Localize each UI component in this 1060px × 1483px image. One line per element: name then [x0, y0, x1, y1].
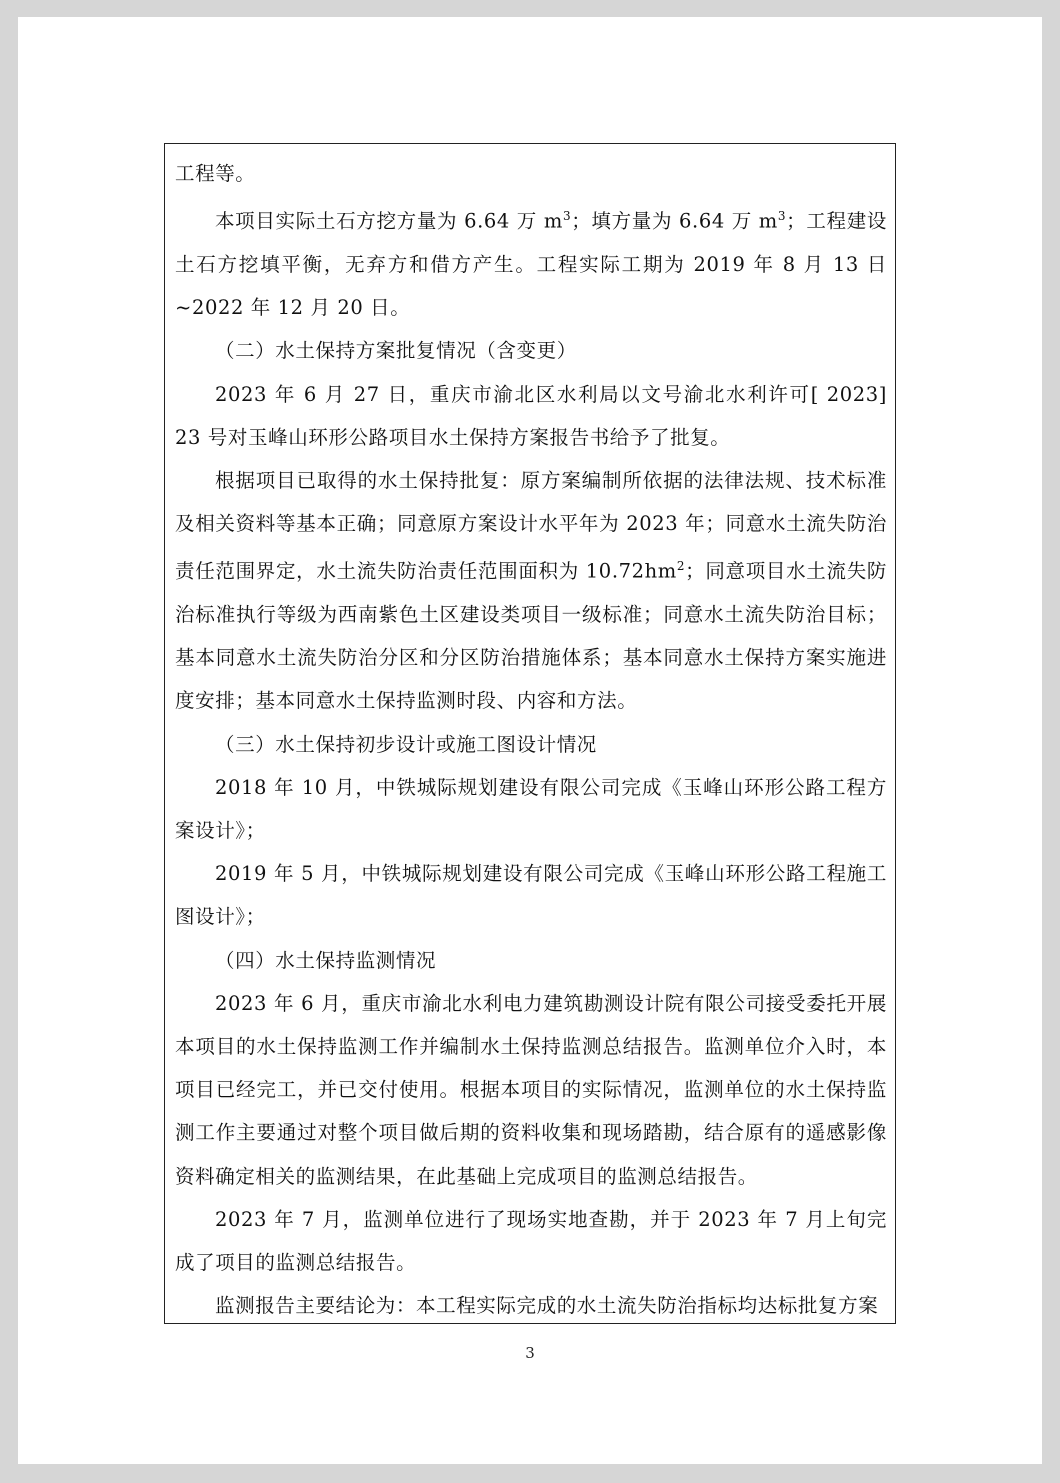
- paragraph-monitoring: 2023 年 6 月，重庆市渝北水利电力建筑勘测设计院有限公司接受委托开展本项目的水土保持监测工作并编制水土保持监测总结报告。监测单位介入时，本项目已经完工，并已交付使用。根据本项目的实际情况，监测单位的水土保持监测工作主要通过对整个项目做后期的资料收集和现场踏勘，结合原有的遥感影像资料确定相关的监测结果，在此基础上完成项目的监测总结报告。: [175, 991, 887, 1188]
- paragraph-text: ；工程建设土石方挖填平衡，无弃方和借方产生。工程实际工期为 2019 年 8 月 13 日~2022 年 12 月 20 日。: [175, 209, 887, 320]
- paragraph-approval: 2023 年 6 月 27 日，重庆市渝北区水利局以文号渝北水利许可[ 2023] 23 号对玉峰山环形公路项目水土保持方案报告书给予了批复。: [175, 382, 887, 449]
- paragraph-conclusion: 监测报告主要结论为：本工程实际完成的水土流失防治指标均达标批复方案: [215, 1294, 879, 1318]
- paragraph-earthwork: [175, 195, 887, 329]
- paragraph-text: ；填方量为 6.64 万 m: [571, 209, 778, 233]
- section-heading-3: （三）水土保持初步设计或施工图设计情况: [215, 732, 597, 756]
- paragraph-text: 根据项目已取得的水土保持批复：原方案编制所依据的法律法规、技术标准及相关资料等基本正确；同意原方案设计水平年为 2023 年；同意水土流失防治责任范围界定，水土流失防治责任范围面积为 10.72hm: [175, 468, 887, 583]
- paragraph-text: ；同意项目水土流失防治标准执行等级为西南紫色土区建设类项目一级标准；同意水土流失防治目标；基本同意水土流失防治分区和分区防治措施体系；基本同意水土保持方案实施进度安排；基本同意水土保持监测时段、内容和方法。: [175, 559, 887, 713]
- paragraph-survey: 2023 年 7 月，监测单位进行了现场实地查勘，并于 2023 年 7 月上旬完成了项目的监测总结报告。: [175, 1207, 887, 1275]
- document-page: [18, 17, 1042, 1464]
- section-heading-4: （四）水土保持监测情况: [215, 948, 437, 972]
- paragraph-continuation: [175, 152, 887, 195]
- paragraph-scheme-design: 2018 年 10 月，中铁城际规划建设有限公司完成《玉峰山环形公路工程方案设计》；: [175, 775, 887, 843]
- text-frame: [164, 143, 896, 1324]
- paragraph-construction-design: 2019 年 5 月，中铁城际规划建设有限公司完成《玉峰山环形公路工程施工图设计》；: [175, 862, 887, 929]
- paragraph-text: 工程等。: [175, 162, 256, 185]
- paragraph-text: 本项目实际土石方挖方量为 6.64 万 m: [215, 209, 563, 233]
- paragraph-approval-details: [175, 459, 887, 723]
- superscript: 3: [562, 209, 572, 224]
- document-body: [175, 152, 887, 1327]
- superscript: 3: [777, 209, 787, 224]
- superscript: 2: [676, 559, 686, 574]
- page-number: 3: [525, 1344, 535, 1362]
- section-heading-2: （二）水土保持方案批复情况（含变更）: [215, 339, 577, 363]
